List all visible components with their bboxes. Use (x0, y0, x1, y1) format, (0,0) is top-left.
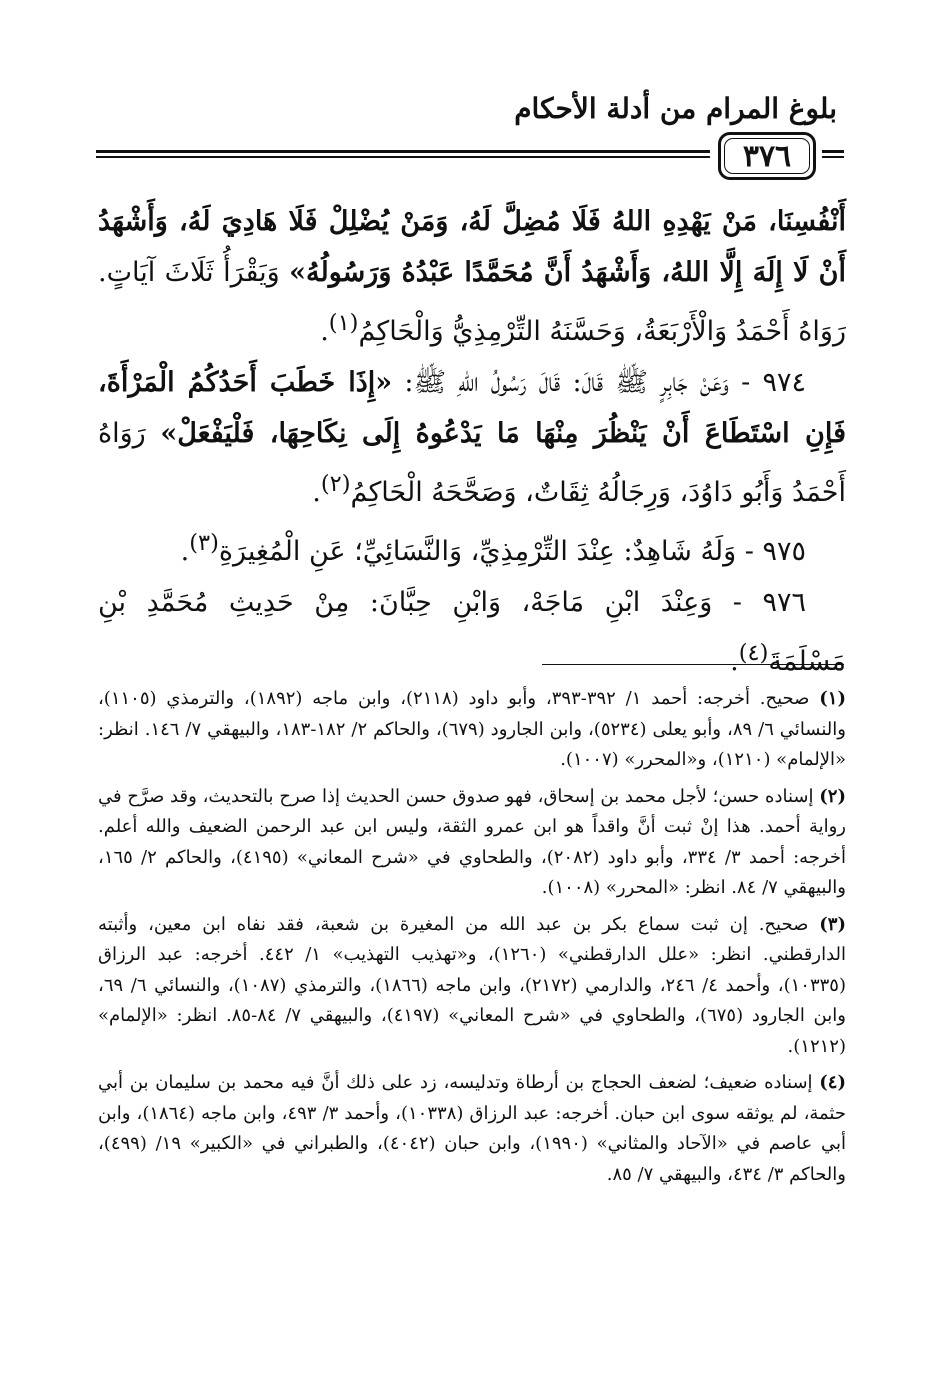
hadith-976 (98, 577, 846, 687)
hadith-974-lead: ٩٧٤ - وَعَنْ جَابِرٍ ﷺ قَالَ: قَالَ رَسُولُ اللهِ ﷺ: (392, 367, 806, 398)
hadith-974-source: رَوَاهُ أَحْمَدُ وَأَبُو دَاوُدَ، وَرِجَالُهُ ثِقَاتٌ، وَصَحَّحَهُ الْحَاكِمُ (98, 418, 846, 508)
footnote-3 (98, 910, 846, 1063)
hadith-974 (98, 357, 846, 518)
narration-text: وَيَقْرَأُ ثَلَاثَ آيَاتٍ. رَوَاهُ أَحْمَدُ وَالْأَرْبَعَةُ، وَحَسَّنَهُ التِّرْمِذِيُّ وَالْحَاكِمُ (98, 257, 846, 347)
footnote-label: (٤) (819, 1072, 846, 1093)
hadith-974-quote: «إِذَا خَطَبَ أَحَدُكُمُ الْمَرْأَةَ، فَإِنِ اسْتَطَاعَ أَنْ يَنْظُرَ مِنْهَا مَا يَدْعُوهُ إِلَى نِكَاحِهَا، فَلْيَفْعَلْ» (98, 367, 846, 449)
footnote-separator (542, 664, 844, 665)
footnote-text: صحيح. أخرجه: أحمد ١/ ٣٩٢-٣٩٣، وأبو داود (٢١١٨)، وابن ماجه (١٨٩٢)، والترمذي (١١٠٥)، والنسائي ٦/ ٨٩، وأبو يعلى (٥٢٣٤)، وابن الجارود (٦٧٩)، والحاكم ٢/ ١٨٢-١٨٣، والبيهقي ٧/ ١٤٦. انظر: «الإلمام» (١٢١٠)، و«المحرر» (١٠٠٧). (98, 688, 846, 770)
footnote-ref[interactable]: (٣) (189, 530, 219, 556)
footnotes (98, 684, 846, 1196)
footnote-text: إسناده ضعيف؛ لضعف الحجاج بن أرطاة وتدليسه، زد على ذلك أنَّ فيه محمد بن سليمان بن أبي حثمة، لم يوثقه سوى ابن حبان. أخرجه: عبد الرزاق (١٠٣٣٨)، وأحمد ٣/ ٤٩٣، وابن ماجه (١٨٦٤)، وابن أبي عاصم في «الآحاد والمثاني» (١٩٩٠)، وابن حبان (٤٠٤٢)، والطبراني في «الكبير» ١٩/ (٤٩٩)، والحاكم ٣/ ٤٣٤، والبيهقي ٧/ ٨٥. (98, 1072, 847, 1185)
hadith-976-text: ٩٧٦ - وَعِنْدَ ابْنِ مَاجَهْ، وَابْنِ حِبَّانَ: مِنْ حَدِيثِ مُحَمَّدِ بْنِ مَسْلَمَةَ (98, 587, 846, 677)
hadith-quote: أَنْفُسِنَا، مَنْ يَهْدِهِ اللهُ فَلَا مُضِلَّ لَهُ، وَمَنْ يُضْلِلْ فَلَا هَادِيَ لَهُ، وَأَشْهَدُ أَنْ لَا إِلَهَ إِلَّا اللهُ، وَأَشْهَدُ أَنَّ مُحَمَّدًا عَبْدُهُ وَرَسُولُهُ» (98, 206, 846, 288)
header-rule-left (96, 150, 710, 158)
period: . (312, 477, 321, 508)
hadith-975 (98, 518, 846, 577)
continuation-paragraph (98, 196, 846, 357)
book-title: بلوغ المرام من أدلة الأحكام (514, 92, 837, 125)
footnote-label: (١) (819, 688, 846, 709)
period: . (730, 646, 739, 677)
footnote-text: إسناده حسن؛ لأجل محمد بن إسحاق، فهو صدوق حسن الحديث إذا صرح بالتحديث، وقد صرَّح في رواية أحمد. هذا إنْ ثبت أنَّ واقداً هو ابن عمرو الثقة، وليس ابن عبد الرحمن الضعيف والله أعلم. أخرجه: أحمد ٣/ ٣٣٤، وأبو داود (٢٠٨٢)، والطحاوي في «شرح المعاني» (٤١٩٥)، والحاكم ٢/ ١٦٥، والبيهقي ٧/ ٨٤. انظر: «المحرر» (١٠٠٨). (98, 785, 846, 898)
footnote-1 (98, 684, 846, 776)
main-text (98, 196, 846, 687)
footnote-text: صحيح. إن ثبت سماع بكر بن عبد الله من المغيرة بن شعبة، فقد نفاه ابن معين، وأثبته الدارقطني. انظر: «علل الدارقطني» (١٢٦٠)، و«تهذيب التهذيب» ١/ ٤٤٢. أخرجه: عبد الرزاق (١٠٣٣٥)، وأحمد ٤/ ٢٤٦، والدارمي (٢١٧٢)، وابن ماجه (١٨٦٦)، والترمذي (١٠٨٧)، والنسائي ٦/ ٦٩، وابن الجارود (٦٧٥)، والطحاوي في «شرح المعاني» (٤١٩٧)، والبيهقي ٧/ ٨٤-٨٥. انظر: «الإلمام» (١٢١٢). (98, 913, 847, 1057)
footnote-label: (٢) (819, 785, 846, 807)
footnote-ref[interactable]: (١) (328, 310, 359, 336)
period: . (180, 536, 190, 567)
header-rule-right (822, 150, 844, 158)
page-number: ٣٧٦ (718, 132, 816, 180)
footnote-ref[interactable]: (٤) (738, 640, 769, 666)
footnote-label: (٣) (819, 913, 846, 935)
footnote-ref[interactable]: (٢) (320, 471, 351, 497)
hadith-975-text: ٩٧٥ - وَلَهُ شَاهِدٌ: عِنْدَ التِّرْمِذِيِّ، وَالنَّسَائِيِّ؛ عَنِ الْمُغِيرَةِ (218, 536, 806, 567)
period: . (320, 316, 329, 347)
footnote-2 (98, 782, 846, 904)
footnote-4 (98, 1068, 846, 1190)
